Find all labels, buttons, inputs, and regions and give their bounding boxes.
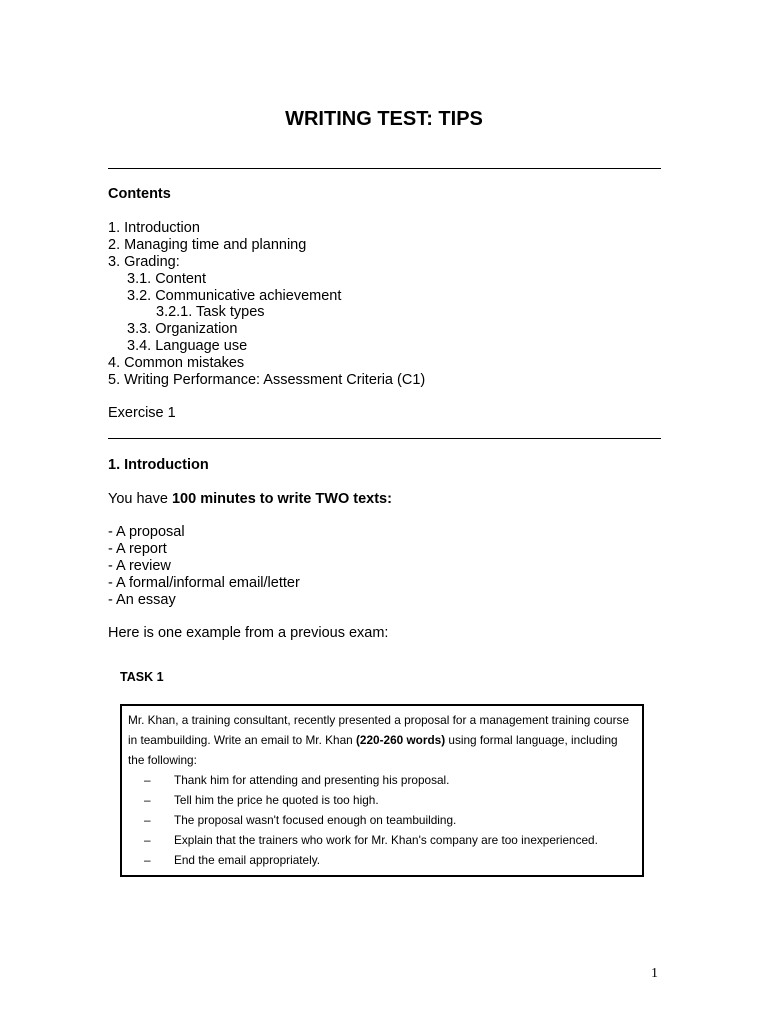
contents-item: 3.2. Communicative achievement: [127, 288, 342, 304]
contents-item: 4. Common mistakes: [108, 355, 245, 371]
intro-lead-prefix: You have: [108, 491, 172, 507]
task-bullet-text: Tell him the price he quoted is too high.: [174, 793, 379, 807]
task-bullet: [128, 850, 636, 870]
contents-item: 5. Writing Performance: Assessment Criteria (C1): [108, 372, 426, 388]
dash-marker: –: [144, 793, 151, 807]
task-bullet: [128, 830, 636, 850]
task-bullet: [128, 770, 636, 790]
task-bullet-text: End the email appropriately.: [174, 853, 321, 867]
task-bullet-text: The proposal wasn't focused enough on teambuilding.: [174, 813, 457, 827]
task-bullet-text: Explain that the trainers who work for Mr. Khan's company are too inexperienced.: [174, 833, 598, 847]
task-bullet-list: [128, 770, 636, 870]
task-prompt: [128, 710, 636, 770]
intro-lead: [108, 491, 392, 508]
contents-item: 1. Introduction: [108, 220, 200, 236]
task-bullet: [128, 790, 636, 810]
text-type-item: - A proposal: [108, 524, 185, 540]
contents-item: 3.3. Organization: [127, 321, 238, 337]
text-type-item: - A formal/informal email/letter: [108, 575, 300, 591]
text-type-item: - A report: [108, 541, 167, 557]
task-word-count: (220-260 words): [355, 733, 446, 747]
dash-marker: –: [144, 813, 151, 827]
contents-item: 3.1. Content: [127, 271, 206, 287]
task-label: TASK 1: [120, 670, 164, 684]
dash-marker: –: [144, 773, 151, 787]
contents-item: 3.4. Language use: [127, 338, 248, 354]
task-box: [120, 704, 644, 877]
text-type-item: - An essay: [108, 592, 176, 608]
contents-heading: Contents: [108, 186, 171, 202]
dash-marker: –: [144, 853, 151, 867]
task-bullet-text: Thank him for attending and presenting his proposal.: [174, 773, 450, 787]
contents-item: 3. Grading:: [108, 254, 180, 270]
divider-top: [108, 168, 661, 169]
contents-item: 2. Managing time and planning: [108, 237, 307, 253]
contents-item: 3.2.1. Task types: [156, 304, 265, 320]
page-number: 1: [651, 966, 658, 981]
dash-marker: –: [144, 833, 151, 847]
intro-heading: 1. Introduction: [108, 457, 209, 473]
exercise-label: Exercise 1: [108, 405, 176, 421]
divider-middle: [108, 438, 661, 439]
task-prompt-suffix: using formal language, including the following:: [128, 733, 618, 767]
document-title: WRITING TEST: TIPS: [285, 108, 483, 130]
task-bullet: [128, 810, 636, 830]
task-prompt-prefix: Mr. Khan, a training consultant, recently presented a proposal for a management training course in teambuilding. Write an email to Mr. Khan: [128, 713, 629, 747]
intro-lead-bold: 100 minutes to write TWO texts:: [171, 491, 392, 507]
example-intro: Here is one example from a previous exam:: [108, 625, 389, 641]
text-type-item: - A review: [108, 558, 171, 574]
